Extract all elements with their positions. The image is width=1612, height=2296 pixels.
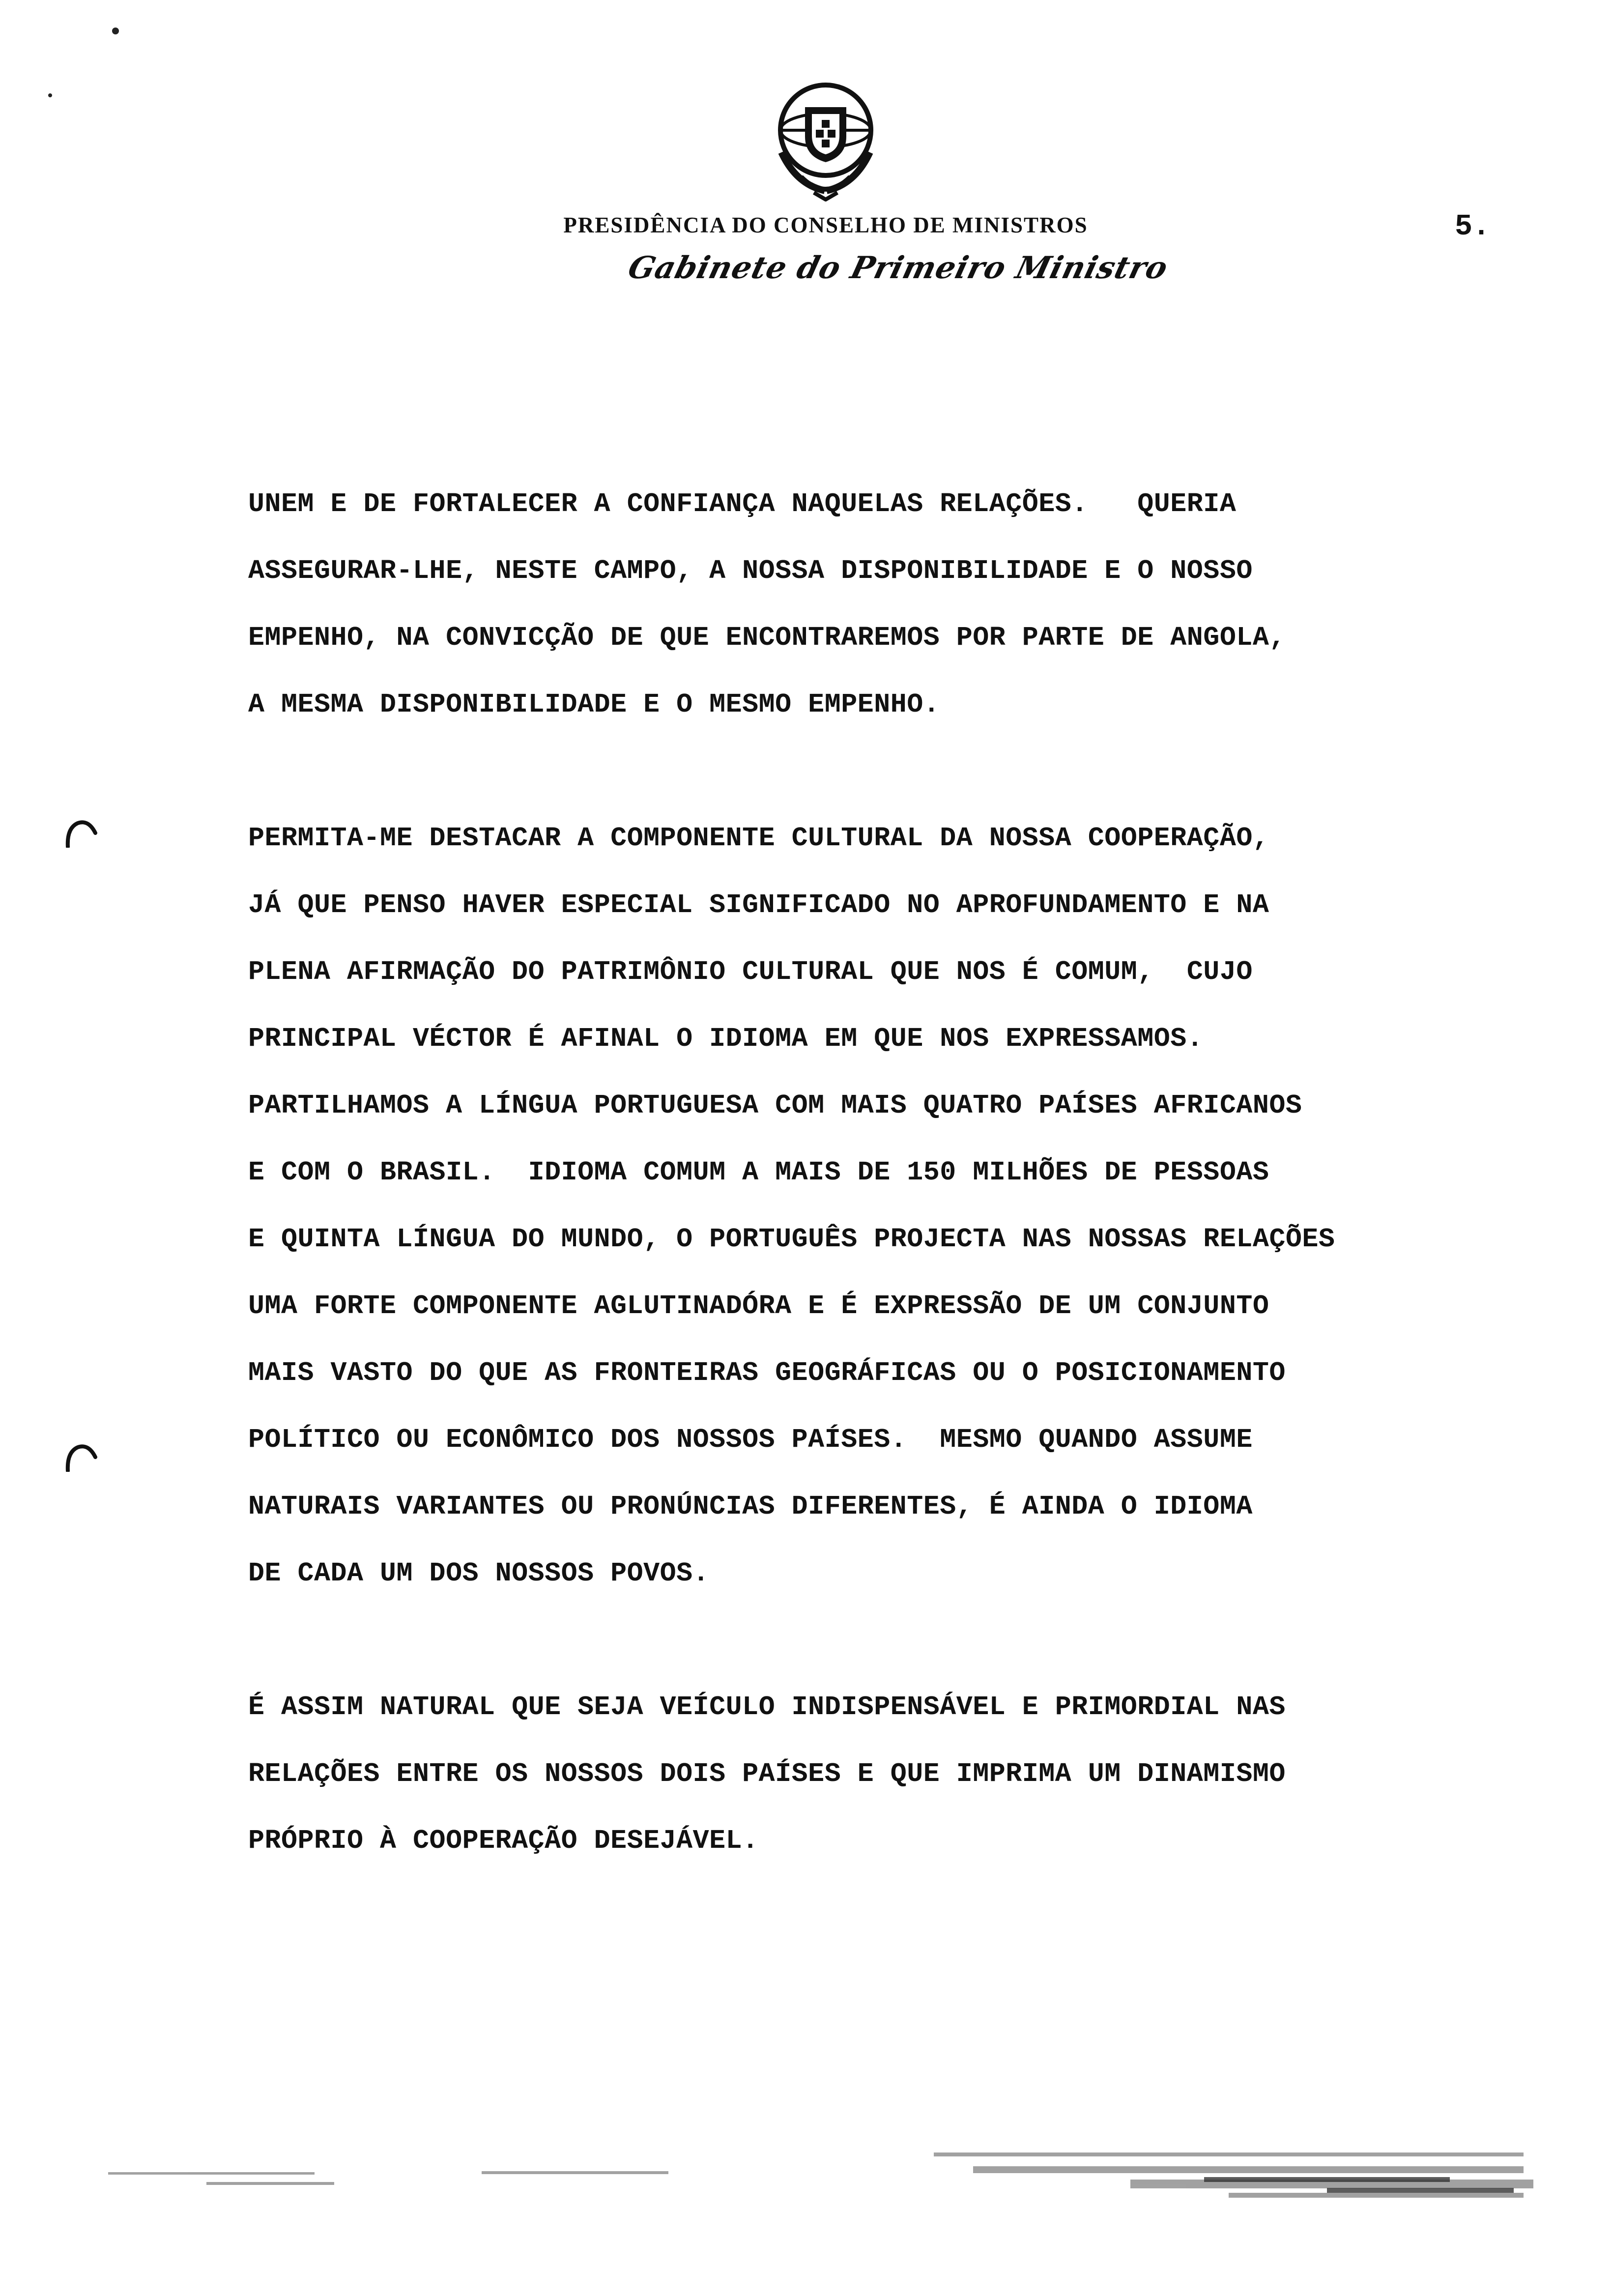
text-line: E QUINTA LÍNGUA DO MUNDO, O PORTUGUÊS PROJECTA NAS NOSSAS RELAÇÕES — [248, 1224, 1335, 1255]
letter-body — [248, 471, 1575, 1874]
scan-speck — [48, 93, 52, 97]
coat-of-arms-icon — [767, 79, 885, 201]
page-number: 5. — [1455, 210, 1491, 244]
text-line: EMPENHO, NA CONVICÇÃO DE QUE ENCONTRAREMOS POR PARTE DE ANGOLA, — [248, 622, 1286, 653]
text-line: DE CADA UM DOS NOSSOS POVOS. — [248, 1558, 710, 1589]
text-line: PRÓPRIO À COOPERAÇÃO DESEJÁVEL. — [248, 1825, 759, 1856]
paragraph — [248, 805, 1575, 1607]
text-line: RELAÇÕES ENTRE OS NOSSOS DOIS PAÍSES E QUE IMPRIMA UM DINAMISMO — [248, 1758, 1286, 1789]
paragraph — [248, 1674, 1575, 1874]
paragraph — [248, 471, 1575, 738]
letterhead-subtitle: Gabinete do Primeiro Ministro — [624, 250, 1172, 286]
text-line: ASSEGURAR-LHE, NESTE CAMPO, A NOSSA DISPONIBILIDADE E O NOSSO — [248, 555, 1253, 586]
text-line: POLÍTICO OU ECONÔMICO DOS NOSSOS PAÍSES. MESMO QUANDO ASSUME — [248, 1424, 1253, 1455]
text-line: É ASSIM NATURAL QUE SEJA VEÍCULO INDISPENSÁVEL E PRIMORDIAL NAS — [248, 1692, 1286, 1722]
text-line: MAIS VASTO DO QUE AS FRONTEIRAS GEOGRÁFICAS OU O POSICIONAMENTO — [248, 1357, 1286, 1388]
text-line: PRINCIPAL VÉCTOR É AFINAL O IDIOMA EM QUE NOS EXPRESSAMOS. — [248, 1023, 1204, 1054]
scan-noise — [0, 2079, 1612, 2296]
letterhead-title: PRESIDÊNCIA DO CONSELHO DE MINISTROS — [563, 213, 1088, 237]
text-line: UMA FORTE COMPONENTE AGLUTINADÓRA E É EXPRESSÃO DE UM CONJUNTO — [248, 1291, 1269, 1321]
margin-mark-icon — [63, 818, 97, 848]
text-line: E COM O BRASIL. IDIOMA COMUM A MAIS DE 150 MILHÕES DE PESSOAS — [248, 1157, 1269, 1188]
text-line: PARTILHAMOS A LÍNGUA PORTUGUESA COM MAIS QUATRO PAÍSES AFRICANOS — [248, 1090, 1302, 1121]
text-line: NATURAIS VARIANTES OU PRONÚNCIAS DIFERENTES, É AINDA O IDIOMA — [248, 1491, 1253, 1522]
text-line: A MESMA DISPONIBILIDADE E O MESMO EMPENHO. — [248, 689, 940, 720]
text-line: UNEM E DE FORTALECER A CONFIANÇA NAQUELAS RELAÇÕES. QUERIA — [248, 488, 1237, 519]
text-line: PERMITA-ME DESTACAR A COMPONENTE CULTURAL DA NOSSA COOPERAÇÃO, — [248, 823, 1269, 854]
margin-mark-icon — [63, 1442, 97, 1472]
text-line: PLENA AFIRMAÇÃO DO PATRIMÔNIO CULTURAL QUE NOS É COMUM, CUJO — [248, 956, 1253, 987]
text-line: JÁ QUE PENSO HAVER ESPECIAL SIGNIFICADO NO APROFUNDAMENTO E NA — [248, 890, 1269, 920]
scan-speck — [112, 28, 119, 34]
